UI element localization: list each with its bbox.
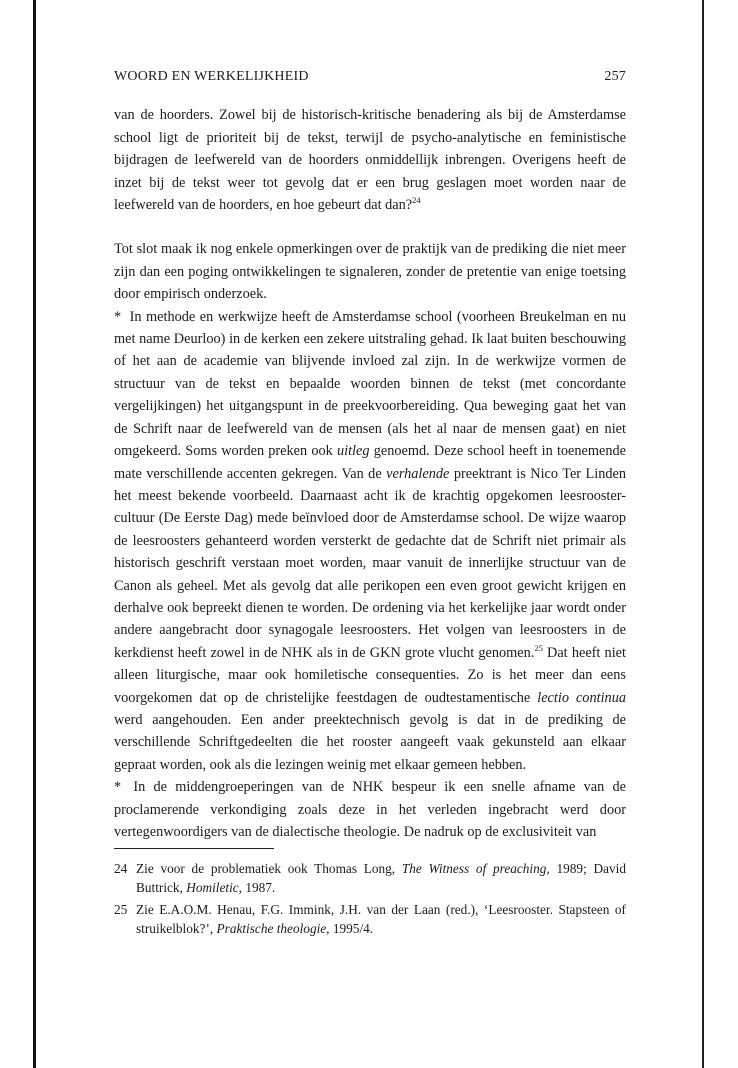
footnote-24-title-1: The Witness of preaching, <box>401 861 550 877</box>
bullet1-text-1: In methode en werkwijze heeft de Amsterdamse school (voorheen Breukelman en nu met name Deurloo) in de kerken een zekere uitstraling gehad. Ik laat buiten beschouwing of het aan de academie van blijvende invloed zal zijn. In de werkwijze vormen de structuur van de tekst en bepaalde woorden binnen de tekst (met concordante vergelijkingen) het uitgangspunt in de preekvoorbereiding. Qua beweging gaat het van de Schrift naar de leefwereld van de mensen (als het al naar de mensen gaat) en niet omgekeerd. Soms worden preken ook <box>114 308 627 460</box>
footnote-text <box>136 900 626 938</box>
italic-uitleg: uitleg <box>336 443 370 460</box>
footnote-24-text-1: Zie voor de problematiek ook Thomas Long, <box>136 861 396 877</box>
bullet2-text: In de middengroeperingen van de NHK bespeur ik een snelle afname van de proclamerende verkondiging zoals deze in het verleden ingebracht werd door vertegenwoordigers van de dialectische theologie. De nadruk op de exclusiviteit van <box>114 779 626 840</box>
footnote-divider <box>114 848 274 849</box>
bullet1-text-2: genoemd. Deze school heeft in toenemende mate verschillende accenten gekregen. Van de <box>114 443 627 482</box>
footnotes <box>114 859 626 938</box>
scan-right-edge <box>702 0 738 1068</box>
bullet1-text-3: preektrant is Nico Ter Linden het meest bekende voorbeeld. Daarnaast acht ik de krachtig opgekomen leesrooster-cultuur (De Eerste Dag) mede beïnvloed door de Amsterdamse school. De wijze waarop de leesroosters gehanteerd worden versterkt de gedachte dat de Schrift niet primair als historisch geschrift verstaan moet worden, maar vanuit de innerlijke structuur van de Canon als geheel. Met als gevolg dat alle perikopen een even groot gewicht krijgen en derhalve ook bepreekt dienen te worden. De ordening via het kerkelijke jaar wordt onder andere aangebracht door synagogale leesroosters. Het volgen van leesroosters in de kerkdienst heeft zowel in de NHK als in de GKN grote vlucht genomen. <box>114 465 627 661</box>
italic-verhalende: verhalende <box>386 465 450 482</box>
footnote-number: 24 <box>114 861 128 877</box>
footnote-ref-25[interactable]: 25 <box>534 642 543 653</box>
footnote-text <box>136 859 626 897</box>
page-number: 257 <box>604 69 626 84</box>
book-page <box>114 66 626 941</box>
footnote-24-text-3: 1987. <box>245 880 276 896</box>
italic-lectio-continua: lectio continua <box>537 689 626 706</box>
bullet1-text-5: werd aangehouden. Een ander preektechnisch gevolg is dat in de prediking de verschillende Schriftgedeelten die het rooster aangeeft vaak gekunsteld aan elkaar gepraat worden, ook als die lezingen weinig met elkaar gemeen hebben. <box>114 711 626 773</box>
running-head <box>114 66 626 88</box>
paragraph-intro: Tot slot maak ik nog enkele opmerkingen over de praktijk van de prediking die niet meer zijn dan een poging ontwikkelingen te signaleren, zonder de pretentie van enige toetsing door empirisch onderzoek. <box>114 241 626 303</box>
footnote-25-text-1: Zie E.A.O.M. Henau, F.G. Immink, J.H. van der Laan (red.), ‘Leesrooster. Stapsteen of struikelblok?’, <box>136 902 626 937</box>
footnote-24 <box>114 859 626 897</box>
bullet-marker: * <box>114 308 122 325</box>
paragraph-continued <box>114 104 626 216</box>
paragraph-continued-text: van de hoorders. Zowel bij de historisch-kritische benadering als bij de Amsterdamse school ligt de prioriteit bij de tekst, terwijl de psycho-analytische en feministische bijdragen de leefwereld van de hoorders onmiddellijk inbrengen. Overigens heeft de inzet bij de tekst weer tot gevolg dat er een brug geslagen moet worden naar de leefwereld van de hoorders, en hoe gebeurt dat dan? <box>114 107 626 214</box>
running-head-title: WOORD EN WERKELIJKHEID <box>114 69 309 84</box>
footnote-24-text-2: 1989; David Buttrick, <box>136 861 627 896</box>
bullet-middengroeperingen <box>114 776 626 843</box>
footnote-25-text-2: 1995/4. <box>332 921 374 937</box>
bullet-amsterdamse-school <box>114 306 626 777</box>
bullet-marker: * <box>114 779 122 796</box>
bullet1-text-4: Dat heeft niet alleen liturgische, maar ook homiletische consequenties. Zo is het meer dan eens voorgekomen dat op de christelijke feestdagen de oudtestamentische <box>114 644 626 706</box>
footnote-24-title-2: Homiletic, <box>186 880 242 896</box>
footnote-number: 25 <box>114 902 128 918</box>
footnote-ref-24[interactable]: 24 <box>412 195 421 206</box>
scan-left-edge <box>0 0 36 1068</box>
footnote-25-title: Praktische theologie, <box>216 921 330 937</box>
footnote-25 <box>114 900 626 938</box>
